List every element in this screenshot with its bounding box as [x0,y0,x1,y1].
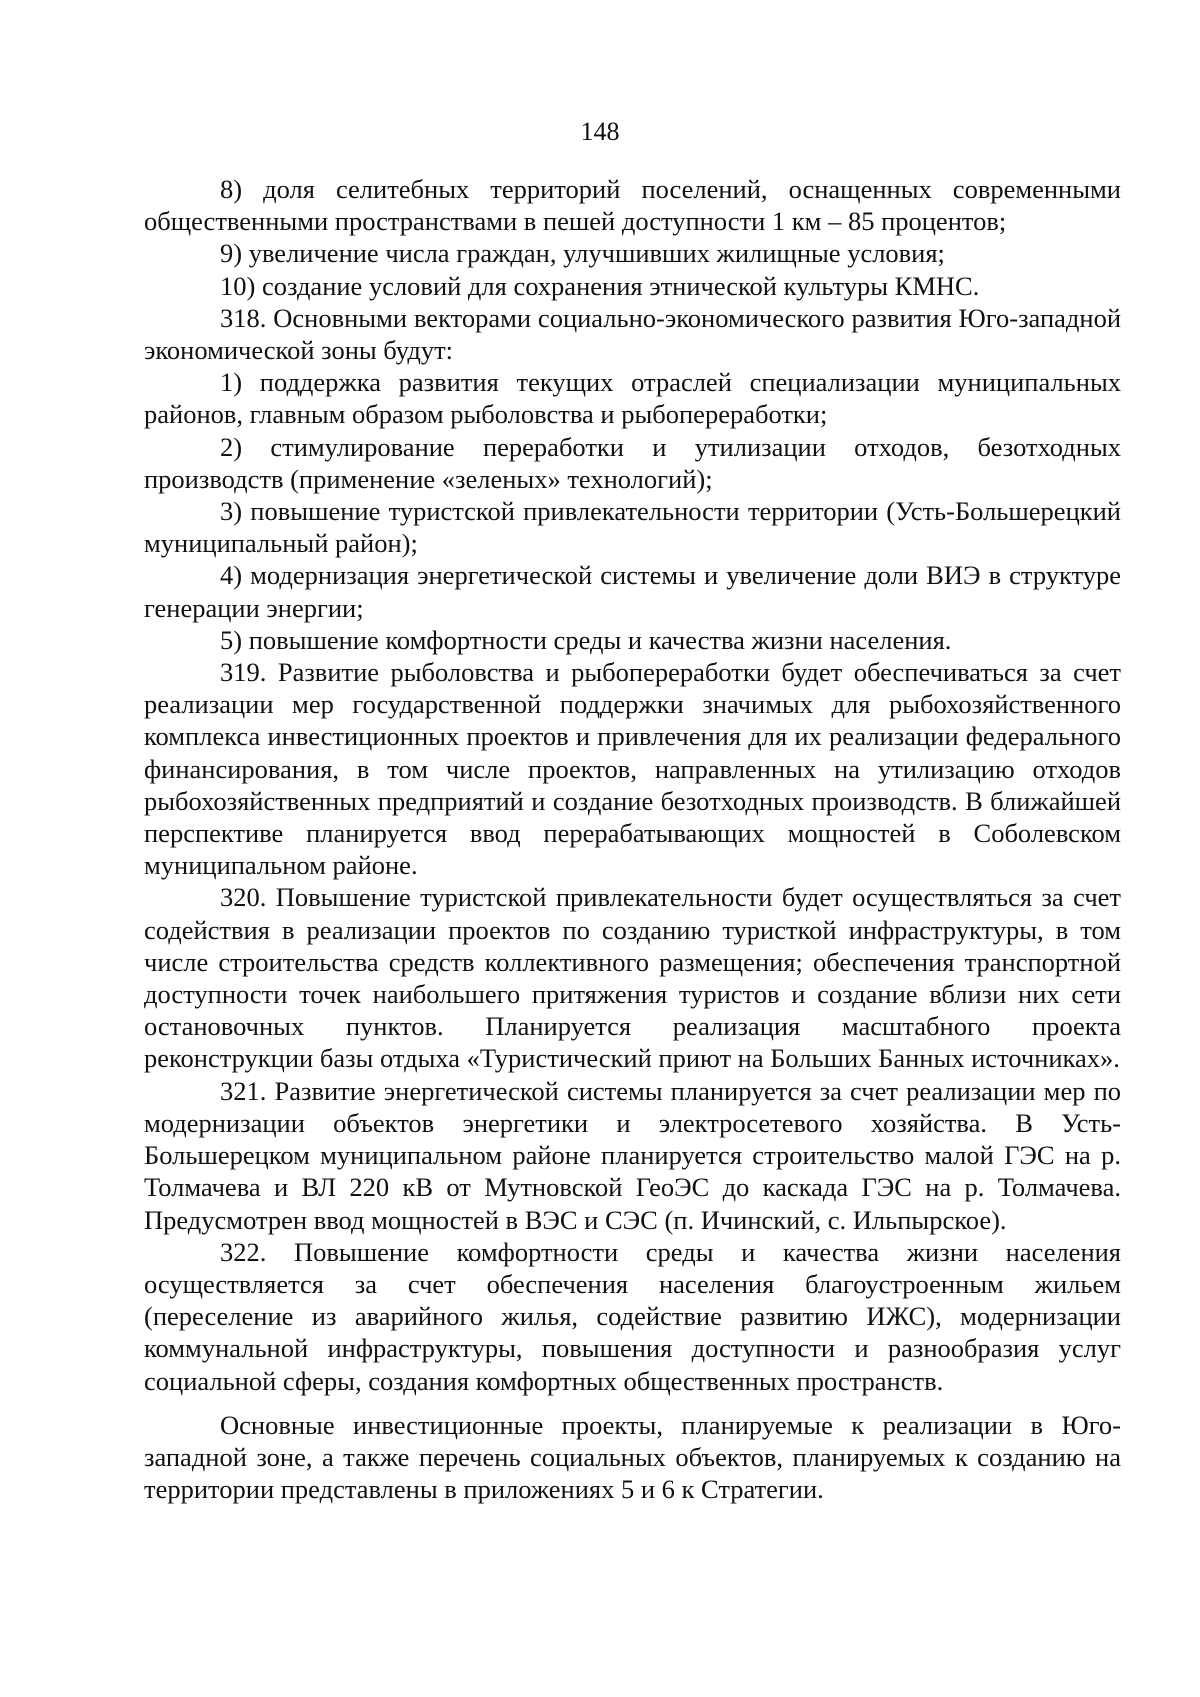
vector-item-4: 4) модернизация энергетической системы и увеличение доли ВИЭ в структуре генерации энергии; [144,560,1121,623]
vector-item-2: 2) стимулирование переработки и утилизации отходов, безотходных производств (применение «зеленых» технологий); [144,431,1121,494]
list-item-10: 10) создание условий для сохранения этнической культуры КМНС. [220,270,980,301]
list-item-8: 8) доля селитебных территорий поселений, оснащенных современными общественными пространствами в пешей доступности 1 км – 85 процентов; [144,174,1121,237]
paragraph-321: 321. Развитие энергетической системы планируется за счет реализации мер по модернизации объектов энергетики и электросетевого хозяйства. В Усть-Большерецком муниципальном районе планируется строительство малой ГЭС на р. Толмачева и ВЛ 220 кВ от Мутновской ГеоЭС до каскада ГЭС на р. Толмачева. Предусмотрен ввод мощностей в ВЭС и СЭС (п. Ичинский, с. Ильпырское). [144,1075,1121,1235]
paragraph-322: 322. Повышение комфортности среды и качества жизни населения осуществляется за счет обеспечения населения благоустроенным жильем (переселение из аварийного жилья, содействие развитию ИЖС), модернизации коммунальной инфраструктуры, повышения доступности и разнообразия услуг социальной сферы, создания комфортных общественных пространств. [144,1236,1121,1396]
paragraph-318: 318. Основными векторами социально-экономического развития Юго-западной экономической зоны будут: [144,302,1121,366]
page-number: 148 [580,117,620,146]
list-item-9: 9) увеличение числа граждан, улучшивших жилищные условия; [220,238,945,269]
vector-item-5: 5) повышение комфортности среды и качества жизни населения. [220,624,952,655]
body-text [144,173,1121,1505]
closing-paragraph: Основные инвестиционные проекты, планируемые к реализации в Юго-западной зоне, а также перечень социальных объектов, планируемых к созданию на территории представлены в приложениях 5 и 6 к Стратегии. [144,1409,1121,1505]
paragraph-320: 320. Повышение туристской привлекательности будет осуществляться за счет содействия в реализации проектов по созданию туристкой инфраструктуры, в том числе строительства средств коллективного размещения; обеспечения транспортной доступности точек наибольшего притяжения туристов и создание вблизи них сети остановочных пунктов. Планируется реализация масштабного проекта реконструкции базы отдыха «Туристический приют на Больших Банных источниках». [144,882,1121,1074]
paragraph-319: 319. Развитие рыболовства и рыбопереработки будет обеспечиваться за счет реализации мер государственной поддержки значимых для рыбохозяйственного комплекса инвестиционных проектов и привлечения для их реализации федерального финансирования, в том числе проектов, направленных на утилизацию отходов рыбохозяйственных предприятий и создание безотходных производств. В ближайшей перспективе планируется ввод перерабатывающих мощностей в Соболевском муниципальном районе. [144,657,1121,881]
vector-item-3: 3) повышение туристской привлекательности территории (Усть-Большерецкий муниципальный район); [144,496,1121,559]
vector-item-1: 1) поддержка развития текущих отраслей специализации муниципальных районов, главным образом рыболовства и рыбопереработки; [144,367,1121,430]
